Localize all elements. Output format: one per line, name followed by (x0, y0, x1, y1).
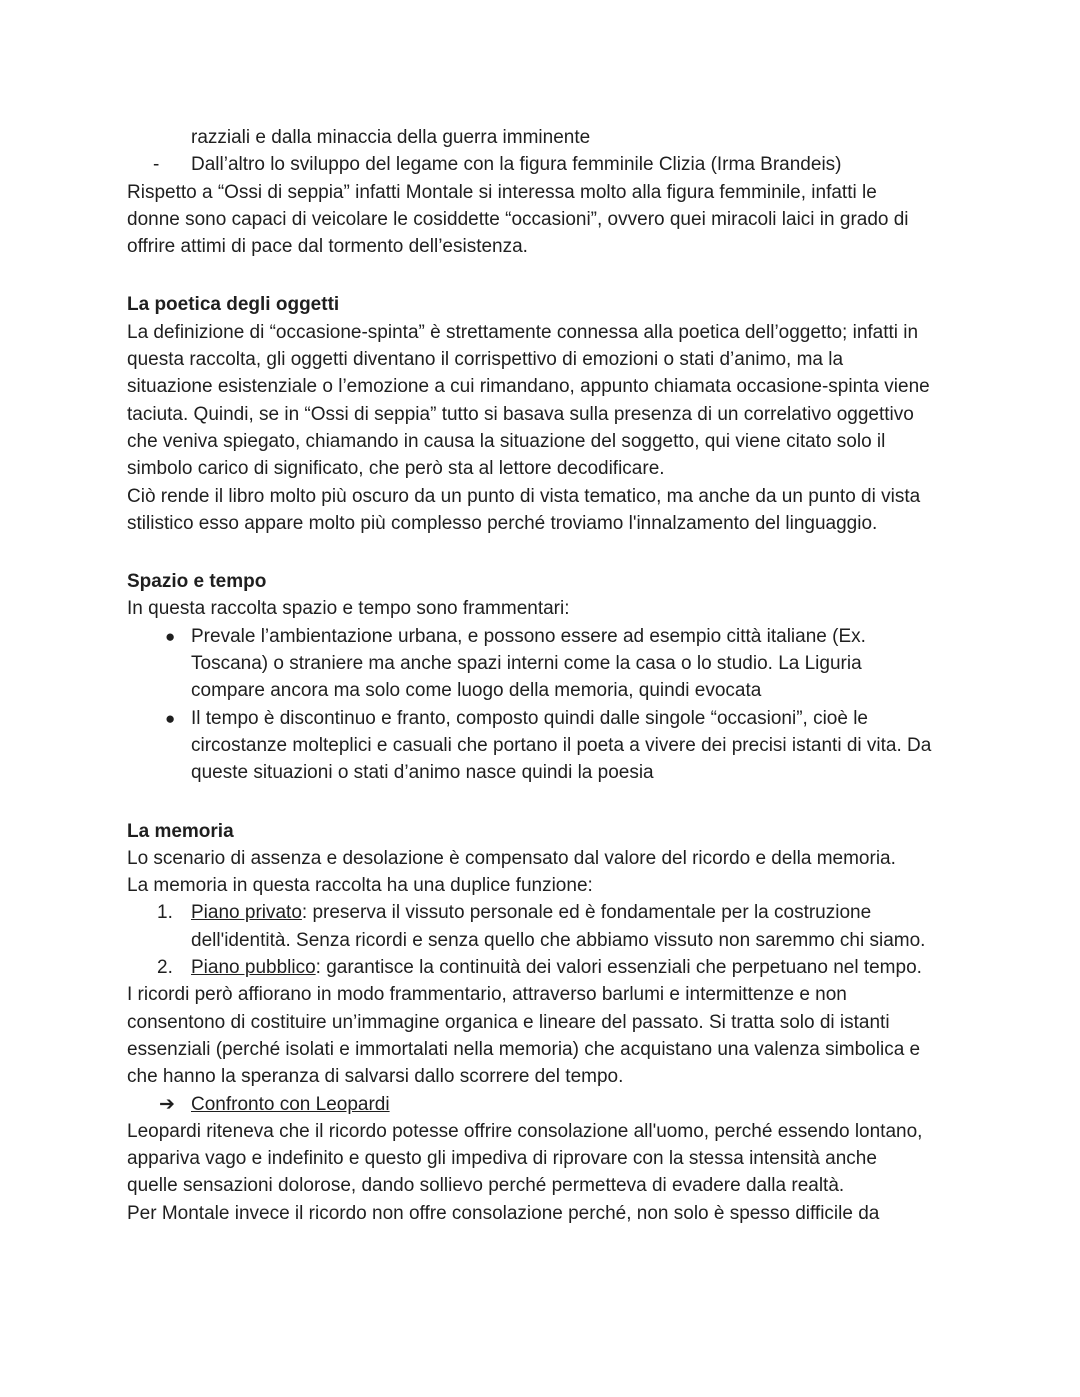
memoria-paragraph (127, 981, 957, 1090)
paragraph-line: Lo scenario di assenza e desolazione è compensato dal valore del ricordo e della memoria. (127, 847, 896, 869)
poetica-paragraph-2 (127, 483, 957, 538)
bullet-list-item (127, 623, 957, 705)
dash-list-item-text: Dall’altro lo sviluppo del legame con la figura femminile Clizia (Irma Brandeis) (191, 154, 842, 176)
paragraph-line: quelle sensazioni dolorose, dando sollievo perché permetteva di evadere dalla realtà. (127, 1175, 845, 1197)
intro-paragraph (127, 179, 957, 261)
paragraph-line: simbolo carico di significato, che però sta al lettore decodificare. (127, 458, 665, 480)
paragraph-line: Per Montale invece il ricordo non offre consolazione perché, non solo è spesso difficile da (127, 1202, 880, 1224)
paragraph-line: La definizione di “occasione-spinta” è strettamente connessa alla poetica dell’oggetto; infatti in (127, 321, 919, 343)
list-number: 1. (157, 902, 173, 924)
paragraph-line: Ciò rende il libro molto più oscuro da un punto di vista tematico, ma anche da un punto di vista (127, 485, 921, 507)
piano-pubblico-label: Piano pubblico (191, 957, 316, 979)
bullet-line: queste situazioni o stati d’animo nasce quindi la poesia (191, 762, 654, 784)
paragraph-line: donne sono capaci di veicolare le cosiddette “occasioni”, ovvero quei miracoli laici in grado di (127, 208, 909, 230)
paragraph-line: offrire attimi di pace dal tormento dell’esistenza. (127, 236, 528, 258)
leopardi-paragraph (127, 1118, 957, 1227)
bullet-line: Prevale l’ambientazione urbana, e possono essere ad esempio città italiane (Ex. (191, 625, 866, 647)
paragraph-line: che hanno la speranza di salvarsi dallo scorrere del tempo. (127, 1066, 624, 1088)
bullet-icon: ● (165, 626, 176, 646)
paragraph-line: taciuta. Quindi, se in “Ossi di seppia” tutto si basava sulla presenza di un correlativo oggettivo (127, 403, 914, 425)
numbered-list-item (127, 954, 957, 981)
intro-line-1: razziali e dalla minaccia della guerra imminente (191, 127, 591, 148)
list-item-text: : preserva il vissuto personale ed è fondamentale per la costruzione (301, 902, 872, 924)
paragraph-line: consentono di costituire un’immagine organica e lineare del passato. Si tratta solo di istanti (127, 1011, 890, 1033)
bullet-line: circostanze molteplici e casuali che portano il poeta a vivere dei precisi istanti di vita. Da (191, 734, 932, 756)
paragraph-line: questa raccolta, gli oggetti diventano il corrispettivo di emozioni o stati d’animo, ma la (127, 349, 844, 371)
bullet-line: compare ancora ma solo come luogo della memoria, quindi evocata (191, 680, 762, 702)
list-item-continuation: dell'identità. Senza ricordi e senza quello che abbiamo vissuto non saremmo chi siamo. (191, 929, 926, 951)
piano-privato-label: Piano privato (191, 902, 302, 924)
paragraph-line: appariva vago e indefinito e questo gli impediva di riprovare con la stessa intensità anche (127, 1148, 877, 1170)
paragraph-line: Rispetto a “Ossi di seppia” infatti Montale si interessa molto alla figura femminile, infatti le (127, 181, 877, 203)
numbered-list-item (127, 899, 957, 954)
paragraph-line: Leopardi riteneva che il ricordo potesse offrire consolazione all'uomo, perché essendo lontano, (127, 1120, 923, 1142)
document-page (127, 124, 957, 1227)
dash-mark: - (153, 154, 160, 176)
section-heading-poetica: La poetica degli oggetti (127, 294, 340, 316)
paragraph-line: stilistico esso appare molto più complesso perché troviamo l'innalzamento del linguaggio. (127, 512, 878, 534)
section-heading-memoria: La memoria (127, 820, 234, 842)
list-number: 2. (157, 957, 173, 979)
section-heading-spazio: Spazio e tempo (127, 571, 267, 593)
arrow-right-icon: ➔ (159, 1093, 175, 1115)
paragraph-line: I ricordi però affiorano in modo frammentario, attraverso barlumi e intermittenze e non (127, 984, 847, 1006)
list-item-text: : garantisce la continuità dei valori essenziali che perpetuano nel tempo. (315, 957, 922, 979)
bullet-line: Il tempo è discontinuo e franto, composto quindi dalle singole “occasioni”, cioè le (191, 707, 868, 729)
paragraph-line: La memoria in questa raccolta ha una duplice funzione: (127, 875, 593, 897)
spazio-intro: In questa raccolta spazio e tempo sono frammentari: (127, 598, 570, 620)
paragraph-line: che veniva spiegato, chiamando in causa la situazione del soggetto, qui viene citato solo il (127, 430, 886, 452)
arrow-list-item (127, 1091, 957, 1118)
paragraph-line: essenziali (perché isolati e immortalati nella memoria) che acquistano una valenza simbolica e (127, 1038, 921, 1060)
bullet-icon: ● (165, 708, 176, 728)
bullet-line: Toscana) o straniere ma anche spazi interni come la casa o lo studio. La Liguria (191, 653, 862, 675)
poetica-paragraph-1 (127, 319, 957, 483)
bullet-list-item (127, 705, 957, 787)
dash-list-item (127, 151, 957, 178)
paragraph-line: situazione esistenziale o l’emozione a cui rimandano, appunto chiamata occasione-spinta viene (127, 376, 930, 398)
confronto-leopardi-label: Confronto con Leopardi (191, 1093, 390, 1115)
